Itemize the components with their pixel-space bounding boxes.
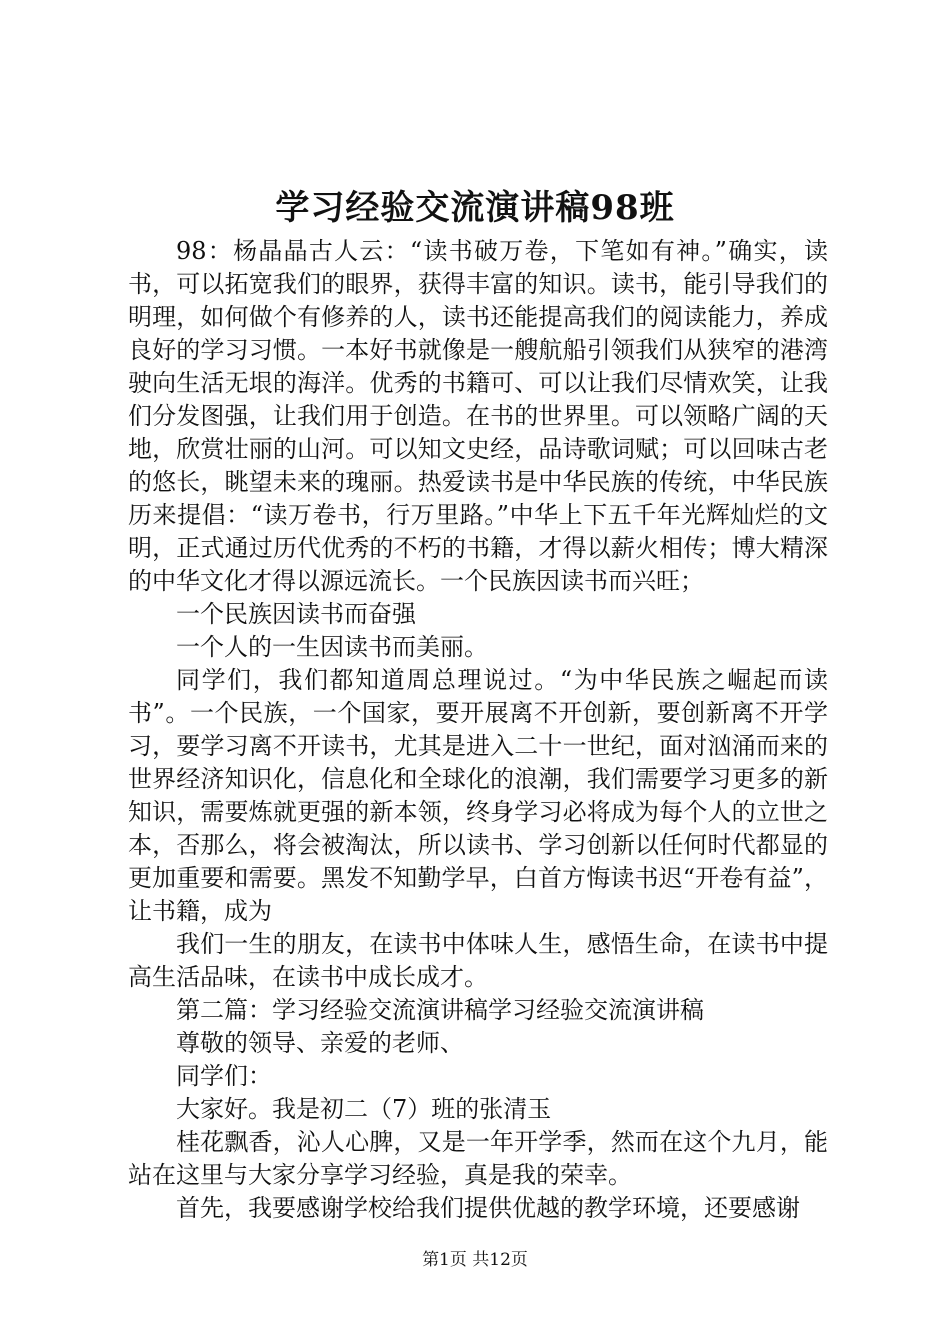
paragraph: 我们一生的朋友，在读书中体味人生，感悟生命，在读书中提高生活品味，在读书中成长成才。 xyxy=(128,930,828,991)
paragraph: 尊敬的领导、亲爱的老师、 xyxy=(176,1029,464,1057)
page-number-footer: 第1页 共12页 xyxy=(422,1250,528,1270)
paragraph: 首先，我要感谢学校给我们提供优越的教学环境，还要感谢 xyxy=(176,1194,800,1222)
paragraph: 一个人的一生因读书而美丽。 xyxy=(176,633,488,661)
paragraph: 第二篇：学习经验交流演讲稿学习经验交流演讲稿 xyxy=(176,996,704,1024)
paragraph: 大家好。我是初二（7）班的张清玉 xyxy=(176,1095,552,1123)
paragraph: 桂花飘香，沁人心脾，又是一年开学季，然而在这个九月，能站在这里与大家分享学习经验，真是我的荣幸。 xyxy=(128,1128,828,1189)
paragraph: 同学们： xyxy=(176,1062,272,1090)
paragraph: 一个民族因读书而奋强 xyxy=(176,600,416,628)
paragraph: 98：杨晶晶古人云：“读书破万卷，下笔如有神。”确实，读书，可以拓宽我们的眼界，获得丰富的知识。读书，能引导我们的明理，如何做个有修养的人，读书还能提高我们的阅读能力，养成良好的学习习惯。一本好书就像是一艘航船引领我们从狭窄的港湾驶向生活无垠的海洋。优秀的书籍可、可以让我们尽情欢笑，让我们分发图强，让我们用于创造。在书的世界里。可以领略广阔的天地，欣赏壮丽的山河。可以知文史经，品诗歌词赋；可以回味古老的悠长，眺望未来的瑰丽。热爱读书是中华民族的传统，中华民族历来提倡：“读万卷书，行万里路。”中华上下五千年光辉灿烂的文明，正式通过历代优秀的不朽的书籍，才得以薪火相传；博大精深的中华文化才得以源远流长。一个民族因读书而兴旺； xyxy=(128,237,828,595)
document-title: 学习经验交流演讲稿98班 xyxy=(275,188,675,228)
document-body xyxy=(128,235,828,1225)
paragraph: 同学们，我们都知道周总理说过。“为中华民族之崛起而读书”。一个民族，一个国家，要开展离不开创新，要创新离不开学习，要学习离不开读书，尤其是进入二十一世纪，面对汹涌而来的世界经济知识化，信息化和全球化的浪潮，我们需要学习更多的新知识，需要炼就更强的新本领，终身学习必将成为每个人的立世之本，否那么，将会被淘汰，所以读书、学习创新以任何时代都显的更加重要和需要。黑发不知勤学早，白首方悔读书迟“开卷有益”，让书籍，成为 xyxy=(128,666,828,925)
